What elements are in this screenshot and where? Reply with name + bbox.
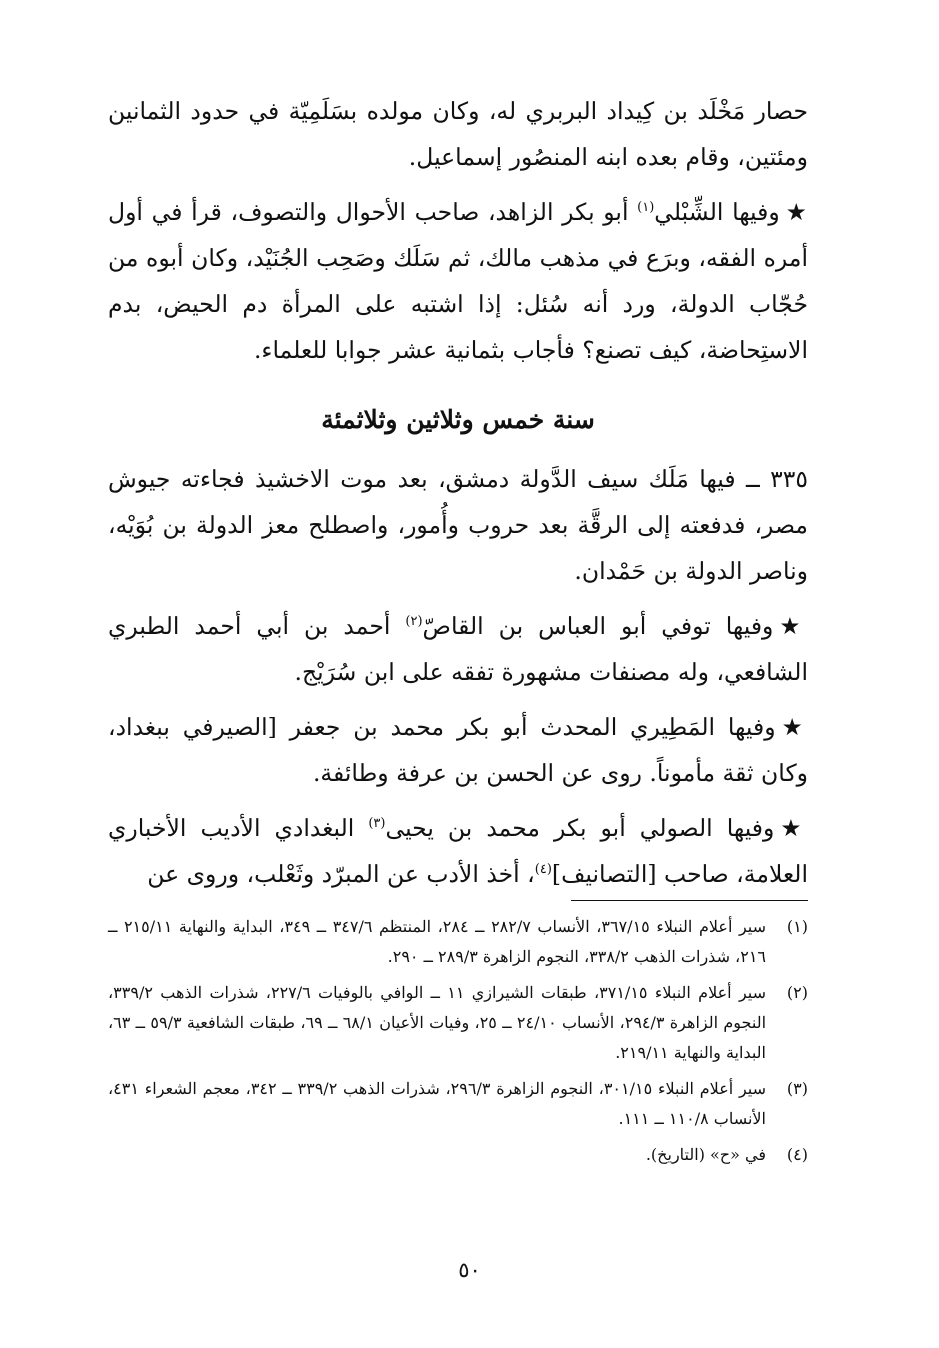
section-heading: سنة خمس وثلاثين وثلاثمئة	[321, 405, 595, 434]
paragraph-year-335	[108, 456, 808, 594]
footnote-3	[108, 1074, 808, 1134]
paragraph-text: أحمد بن أبي أحمد الطبري الشافعي، وله مصنفات مشهورة تفقه على ابن سُرَيْج.	[108, 612, 808, 686]
footnote-text: سير أعلام النبلاء ٣٠١/١٥، النجوم الزاهرة ٢٩٦/٣، شذرات الذهب ٣٣٩/٢ ــ ٣٤٢، معجم الشعراء ٤٣١، الأنساب ١١٠/٨ ــ ١١١.	[108, 1079, 767, 1128]
paragraph-text: وفيها المَطِيري المحدث أبو بكر محمد بن جعفر [الصيرفي ببغداد، وكان ثقة مأموناً. روى عن الحسن بن عرفة وطائفة.	[108, 713, 808, 787]
footnote-2	[108, 978, 808, 1068]
footnote-number: (٤)	[786, 1145, 808, 1164]
footnote-text: في «ح» (التاريخ).	[645, 1145, 766, 1164]
footnote-text: سير أعلام النبلاء ٣٧١/١٥، طبقات الشيرازي ١١ ــ الوافي بالوفيات ٢٢٧/٦، شذرات الذهب ٣٣٩/٢، النجوم الزاهرة ٢٩٤/٣، الأنساب ٢٤/١٠ ــ ٢٥، وفيات الأعيان ٦٨/١ ــ ٦٩، طبقات الشافعية ٥٩/٣ ــ ٦٣، البداية والنهاية ٢١٩/١١.	[108, 983, 767, 1062]
paragraph-text: البغدادي الأديب الأخباري العلامة، صاحب [التصانيف]	[108, 814, 808, 888]
star-icon: ★	[780, 814, 808, 842]
paragraph-text: وفيها الصولي أبو بكر محمد بن يحيى	[385, 814, 775, 842]
footnote-ref-3[interactable]: (٣)	[368, 816, 386, 832]
paragraph-shibli	[108, 189, 808, 373]
paragraph-continuation	[108, 88, 808, 180]
star-icon: ★	[785, 198, 808, 226]
paragraph-text: أبو بكر الزاهد، صاحب الأحوال والتصوف، قرأ في أول أمره الفقه، وبرَع في مذهب مالك، ثم سَلَك وصَحِب الجُنَيْد، وكان أبوه من حُجّاب الدولة، ورد أنه سُئل: إذا اشتبه على المرأة دم الحيض، بدم الاستِحاضة، كيف تصنع؟ فأجاب بثمانية عشر جوابا للعلماء.	[108, 198, 809, 364]
footnote-1	[108, 912, 808, 972]
footnote-number: (٢)	[786, 983, 808, 1002]
main-text	[108, 88, 808, 906]
paragraph-text: وفيها توفي أبو العباس بن القاصّ	[422, 612, 774, 640]
paragraph-text: حصار مَخْلَد بن كِيداد البربري له، وكان مولده بسَلَمِيّة في حدود الثمانين ومئتين، وقام بعده ابنه المنصُور إسماعيل.	[108, 97, 808, 171]
star-icon: ★	[781, 713, 808, 741]
footnote-number: (١)	[786, 917, 808, 936]
paragraph-text: وفيها الشِّبْلي	[654, 198, 780, 226]
footnotes	[108, 912, 808, 1176]
footnote-text: سير أعلام النبلاء ٣٦٧/١٥، الأنساب ٢٨٢/٧ ــ ٢٨٤، المنتظم ٣٤٧/٦ ــ ٣٤٩، البداية والنهاية ٢١٥/١١ ــ ٢١٦، شذرات الذهب ٣٣٨/٢، النجوم الزاهرة ٢٨٩/٣ ــ ٢٩٠.	[108, 917, 767, 966]
footnote-divider	[571, 900, 808, 901]
star-icon: ★	[779, 612, 808, 640]
footnote-4	[108, 1140, 808, 1170]
paragraph-al-matiri	[108, 704, 808, 796]
footnote-ref-2[interactable]: (٢)	[405, 614, 423, 630]
paragraph-text: ٣٣٥ ــ فيها مَلَك سيف الدَّولة دمشق، بعد موت الاخشيذ فجاءته جيوش مصر، فدفعته إلى الرقَّة بعد حروب وأُمور، واصطلح معز الدولة بن بُوَيْه، وناصر الدولة بن حَمْدان.	[108, 465, 808, 585]
paragraph-al-suli	[108, 805, 808, 897]
paragraph-ibn-al-qass	[108, 603, 808, 695]
page-number: ٥٠	[458, 1258, 481, 1282]
footnote-ref-1[interactable]: (١)	[637, 200, 655, 216]
paragraph-text: ، أخذ الأدب عن المبرّد وثَعْلب، وروى عن	[147, 860, 535, 888]
footnote-number: (٣)	[786, 1079, 808, 1098]
footnote-ref-4[interactable]: (٤)	[534, 862, 552, 878]
